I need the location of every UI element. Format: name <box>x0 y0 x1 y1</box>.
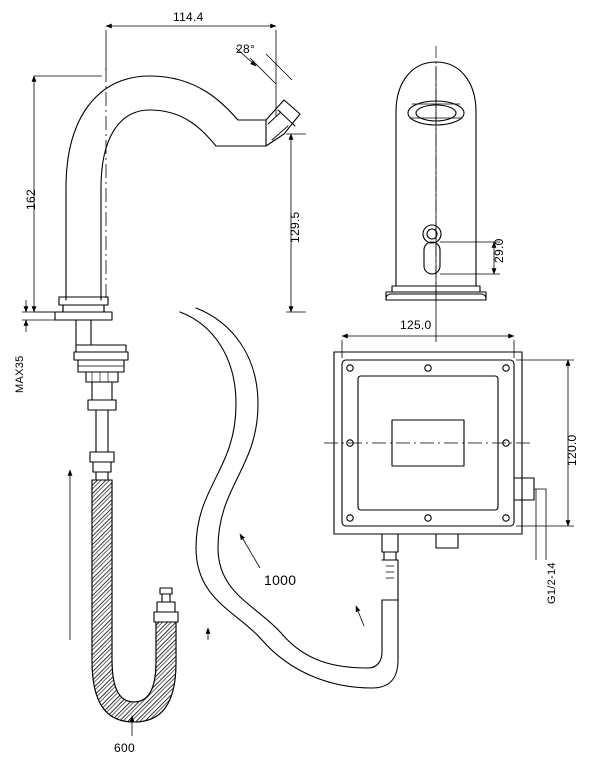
dim-deck-thickness: MAX35 <box>14 355 26 393</box>
dim-overall-height: 162 <box>24 189 38 210</box>
dim-inlet-thread: G1/2-14 <box>546 562 558 604</box>
dim-spout-angle: 28° <box>236 42 256 56</box>
dim-control-box-width: 125.0 <box>400 318 432 332</box>
dim-cable-length: 1000 <box>264 572 297 588</box>
dim-control-box-height: 120.0 <box>565 434 579 466</box>
dim-spout-reach: 114.4 <box>173 10 204 24</box>
dim-outlet-height: 129.5 <box>288 211 302 243</box>
dim-sensor-window-height: 29.0 <box>492 238 506 263</box>
dim-hose-length-supply: 600 <box>114 741 135 755</box>
